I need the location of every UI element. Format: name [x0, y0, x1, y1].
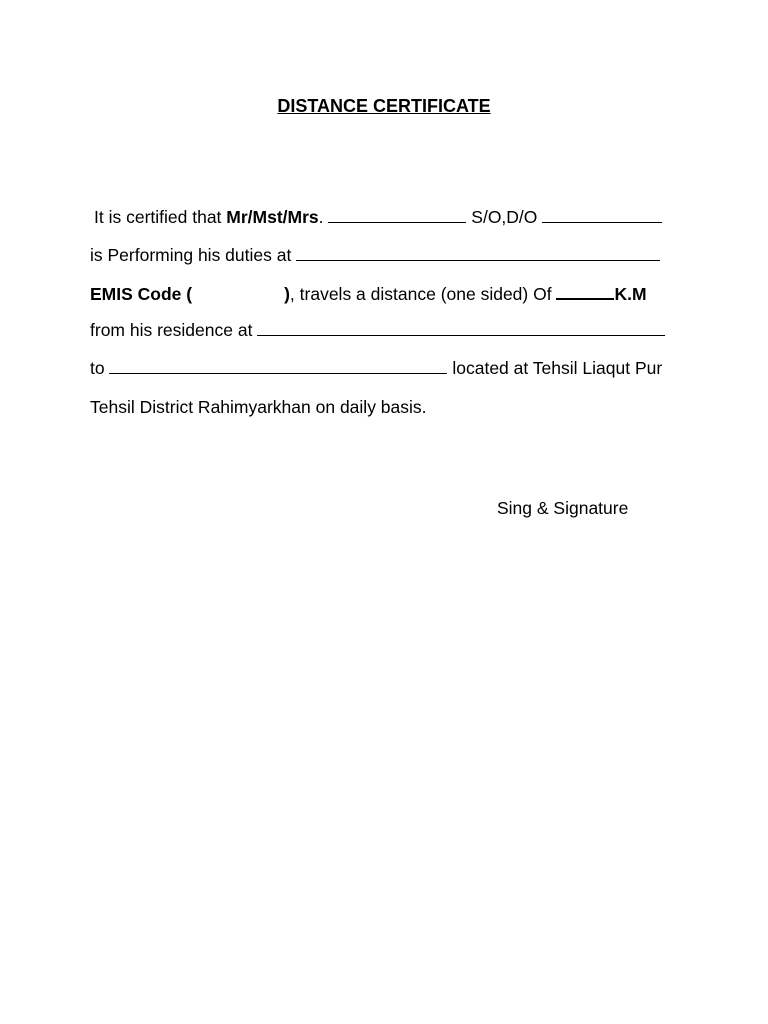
- certificate-line-6: [90, 396, 427, 418]
- certificate-line-3: [90, 282, 647, 305]
- parent-name-blank[interactable]: [542, 206, 662, 223]
- located-text: located at Tehsil Liaqut Pur: [452, 358, 663, 378]
- residence-text: from his residence at: [90, 320, 253, 340]
- certificate-line-5: [90, 357, 662, 379]
- signature-label: Sing & Signature: [497, 498, 629, 518]
- duties-text: is Performing his duties at: [90, 245, 292, 265]
- distance-blank[interactable]: [556, 282, 614, 300]
- relation-label: S/O,D/O: [471, 207, 538, 227]
- certificate-line-1: [94, 206, 662, 228]
- destination-blank[interactable]: [109, 357, 447, 374]
- certified-prefix: It is certified that: [94, 207, 227, 227]
- duty-station-blank[interactable]: [296, 244, 660, 261]
- document-title: DISTANCE CERTIFICATE: [277, 96, 491, 116]
- district-text: Tehsil District Rahimyarkhan on daily basis.: [90, 397, 427, 417]
- honorific-label: Mr/Mst/Mrs: [226, 207, 319, 227]
- emis-code-label: EMIS Code (: [90, 284, 193, 304]
- certificate-line-4: [90, 319, 665, 341]
- residence-blank[interactable]: [257, 319, 665, 336]
- emis-code-close: ): [284, 284, 290, 304]
- certificate-line-2: [90, 244, 660, 266]
- honorific-period: .: [318, 207, 324, 227]
- distance-unit: K.M: [614, 284, 647, 304]
- to-text: to: [90, 358, 105, 378]
- name-blank[interactable]: [328, 206, 466, 223]
- travel-text: , travels a distance (one sided) Of: [289, 284, 552, 304]
